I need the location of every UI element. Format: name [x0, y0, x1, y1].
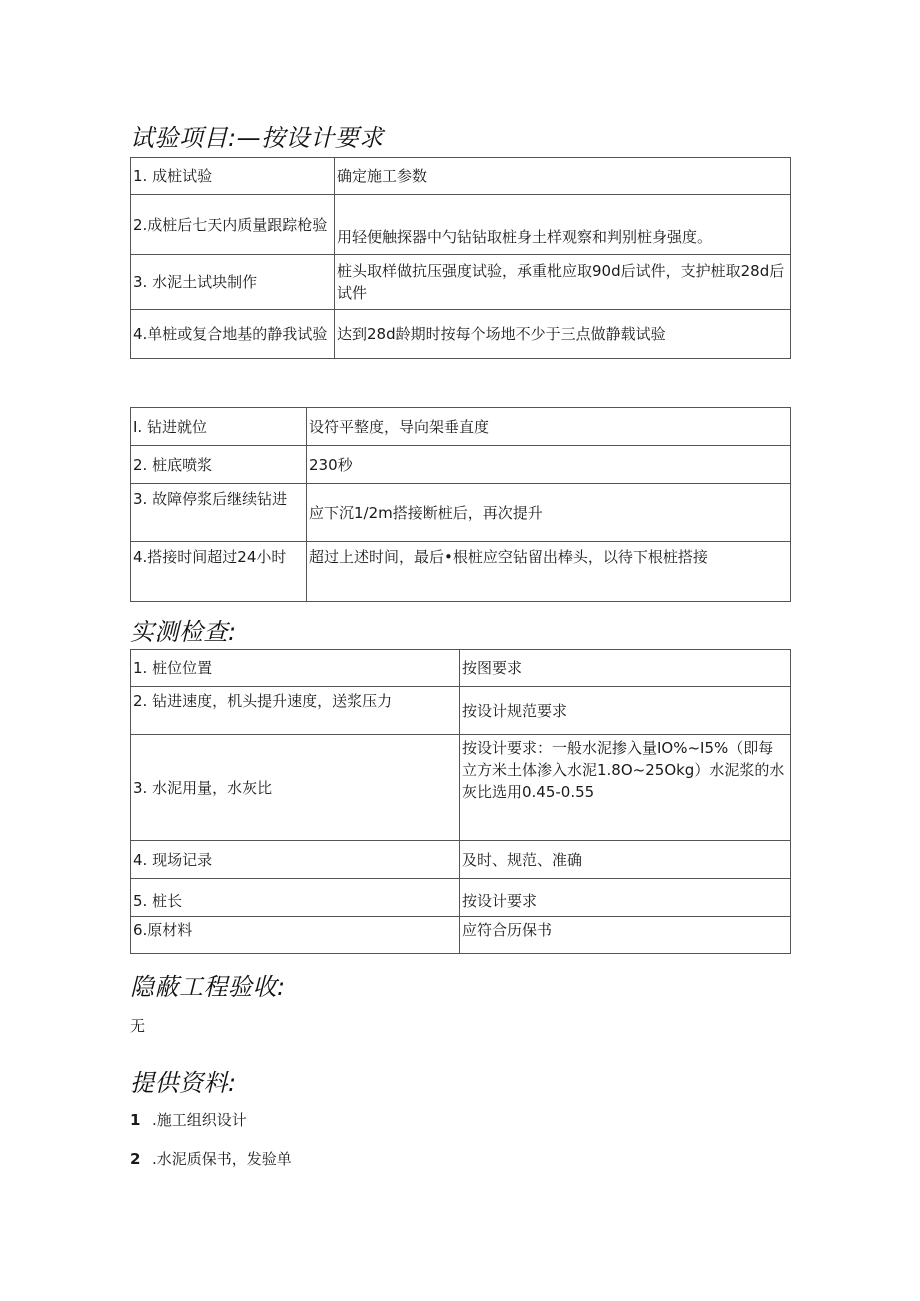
table-row: [131, 310, 791, 359]
row-desc: 达到28d龄期时按每个场地不少于三点做静载试验: [335, 310, 791, 359]
row-item: I. 钻进就位: [131, 408, 307, 446]
row-desc: 及时、规范、准确: [460, 841, 791, 879]
row-desc: 桩头取样做抗压强度试验，承重枇应取90d后试件，支护桩取28d后试件: [335, 255, 791, 310]
row-desc: 按设计要求: [460, 879, 791, 917]
list-number: 1: [130, 1111, 141, 1129]
row-desc: 应下沉1∕2m搭接断桩后，再次提升: [307, 484, 791, 542]
row-item: 2. 桩底喷浆: [131, 446, 307, 484]
list-item: [130, 1109, 247, 1131]
row-desc: 超过上述时间，最后•根桩应空钻留出棒头，以待下根桩搭接: [307, 542, 791, 602]
table-row: [131, 542, 791, 602]
row-item: 4.单桩或复合地基的静我试验: [131, 310, 335, 359]
row-item: 3. 水泥用量，水灰比: [131, 735, 460, 841]
section-title-materials: 提供资料:: [130, 1069, 237, 1097]
row-item: 1. 成桩试验: [131, 158, 335, 195]
row-desc: 用轻便触探器中勺钻钻取桩身土样观察和判别桩身强度。: [335, 195, 791, 255]
row-desc: 按设计要求：一般水泥掺入量IO%~I5%（即每立方米土体渗入水泥1.8O~25Okg）水泥浆的水灰比选用0.45-0.55: [460, 735, 791, 841]
row-item: 4.搭接时间超过24小时: [131, 542, 307, 602]
table-row: [131, 195, 791, 255]
table-row: [131, 841, 791, 879]
row-desc: 设符平整度，导向架垂直度: [307, 408, 791, 446]
row-item: 2.成桩后七天内质量跟踪枪验: [131, 195, 335, 255]
test-items-table: [130, 157, 791, 359]
row-desc: 按设计规范要求: [460, 687, 791, 735]
section-title-hidden-works: 隐蔽工程验收:: [130, 973, 286, 1001]
row-item: 3. 故障停浆后继续钻进: [131, 484, 307, 542]
list-item: [130, 1148, 292, 1170]
row-item: 6.原材料: [131, 917, 460, 954]
inspection-table: [130, 649, 791, 954]
row-item: 3. 水泥土试块制作: [131, 255, 335, 310]
table-row: [131, 484, 791, 542]
section-title-test-items: 试验项目:—按设计要求: [130, 124, 384, 152]
table-row: [131, 879, 791, 917]
row-item: 2. 钻进速度，机头提升速度，送浆压力: [131, 687, 460, 735]
table-row: [131, 917, 791, 954]
hidden-works-text: 无: [130, 1017, 146, 1035]
table-row: [131, 158, 791, 195]
list-text: .水泥质保书，发验单: [152, 1150, 292, 1168]
table-row: [131, 408, 791, 446]
row-item: 1. 桩位位置: [131, 650, 460, 687]
row-item: 5. 桩长: [131, 879, 460, 917]
table-row: [131, 735, 791, 841]
section-title-inspection: 实测检查:: [130, 618, 237, 646]
drilling-table: [130, 407, 791, 602]
table-row: [131, 687, 791, 735]
list-number: 2: [130, 1150, 141, 1168]
row-item: 4. 现场记录: [131, 841, 460, 879]
table-row: [131, 650, 791, 687]
row-desc: 230秒: [307, 446, 791, 484]
list-text: .施工组织设计: [152, 1111, 247, 1129]
table-row: [131, 255, 791, 310]
row-desc: 按图要求: [460, 650, 791, 687]
row-desc: 应符合历保书: [460, 917, 791, 954]
row-desc: 确定施工参数: [335, 158, 791, 195]
table-row: [131, 446, 791, 484]
